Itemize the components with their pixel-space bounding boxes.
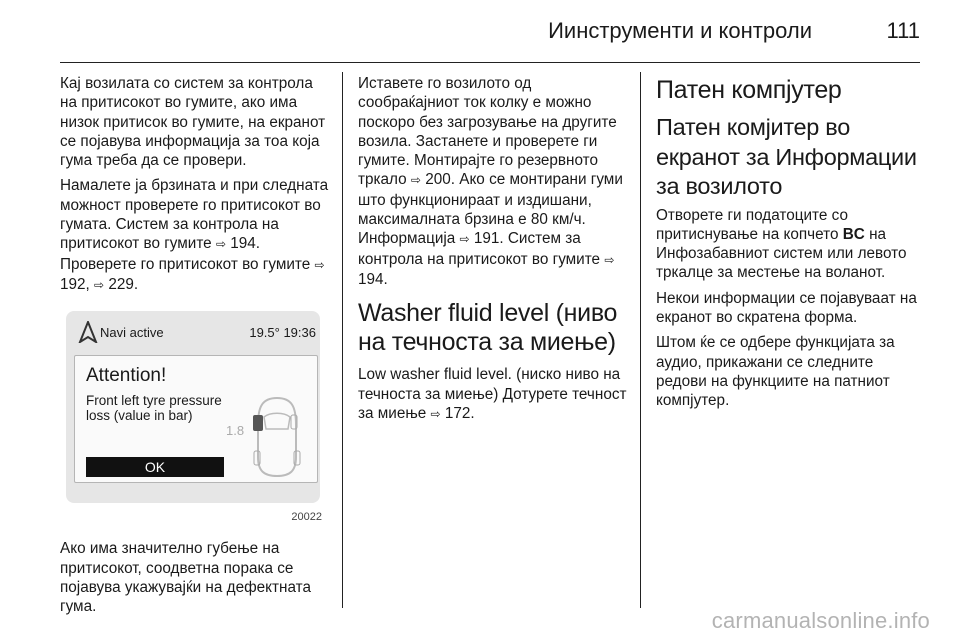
paragraph: Отворете ги податоците со притиснување на копчето BC на Инфозабавниот систем или левото тркалце за местење на воланот. — [656, 206, 907, 282]
watermark: carmanualsonline.info — [711, 608, 930, 633]
column-divider — [342, 72, 343, 608]
page-number: 111 — [886, 18, 920, 43]
cross-reference-arrow-icon: ⇨ — [430, 406, 441, 421]
navi-status-text: Navi active — [100, 325, 164, 341]
column-middle — [358, 74, 630, 430]
cross-reference-arrow-icon: ⇨ — [410, 173, 421, 188]
ok-button: OK — [86, 457, 224, 477]
paragraph: Иставете го возилото од сообраќајниот ток колку е можно поскоро без загрозување на другите возила. Застанете и проверете ги гумите. Монтирајте го резервното тркало ⇨ 200. Ако се монтирани гуми што функционираат и издишани, максималната брзина е 80 км/ч. Информација ⇨ 191. Систем за контрола на притисокот во гумите ⇨ 194. — [358, 75, 623, 288]
column-right — [656, 74, 928, 416]
pressure-value: 1.8 — [226, 423, 245, 439]
cross-reference-arrow-icon: ⇨ — [604, 252, 615, 267]
cross-reference-arrow-icon: ⇨ — [94, 277, 105, 292]
section-heading: Washer fluid level (ниво на течноста за миење) — [358, 299, 618, 357]
cross-reference-arrow-icon: ⇨ — [215, 237, 226, 252]
front-left-tyre — [253, 415, 263, 431]
attention-heading: Attention! — [86, 365, 167, 387]
cross-reference-arrow-icon: ⇨ — [314, 257, 325, 272]
paragraph: Кај возилата со систем за контрола на притисокот во гумите, ако има низок притисок во гумите, на екранот се појавува информација за тоа која гума треба да се провери. — [60, 75, 326, 170]
car-top-view-icon — [252, 395, 302, 479]
paragraph: Low washer fluid level. (ниско ниво на течноста за миење) Дотурете течност за миење ⇨ 172. — [358, 366, 627, 422]
navigation-arrow-icon — [78, 321, 98, 343]
header-title: Иинструменти и контроли — [548, 18, 812, 43]
warning-message: Front left tyre pressure loss (value in bar) — [86, 393, 222, 424]
column-divider — [640, 72, 641, 608]
paragraph: Намалете ја брзината и при следната можност проверете го притисокот во гумата. Систем за контрола на притисокот во гумите ⇨ 194. Проверете го притисокот во гумите ⇨ 192, ⇨ 229. — [60, 177, 329, 293]
page-header — [60, 0, 920, 63]
temp-time-text: 19.5° 19:36 — [249, 325, 316, 341]
column-left — [60, 74, 332, 622]
bc-button-label: BC — [842, 225, 865, 243]
section-heading: Патен компјутер — [656, 76, 842, 104]
paragraph: Ако има значително губење на притисокот, соодветна порака се појавува укажувајќи на дефектната гума. — [60, 540, 311, 616]
paragraph: Некои информации се појавуваат на екранот во скратена форма. — [656, 289, 917, 326]
figure-number: 20022 — [291, 510, 322, 523]
cross-reference-arrow-icon: ⇨ — [459, 232, 470, 247]
subsection-heading: Патен комјитер во екранот за Информации за возилото — [656, 114, 917, 199]
paragraph: Штом ќе се одбере функцијата за аудио, прикажани се следните редови на функциите на патниот компјутер. — [656, 334, 895, 410]
tyre-pressure-warning-figure — [60, 309, 332, 529]
